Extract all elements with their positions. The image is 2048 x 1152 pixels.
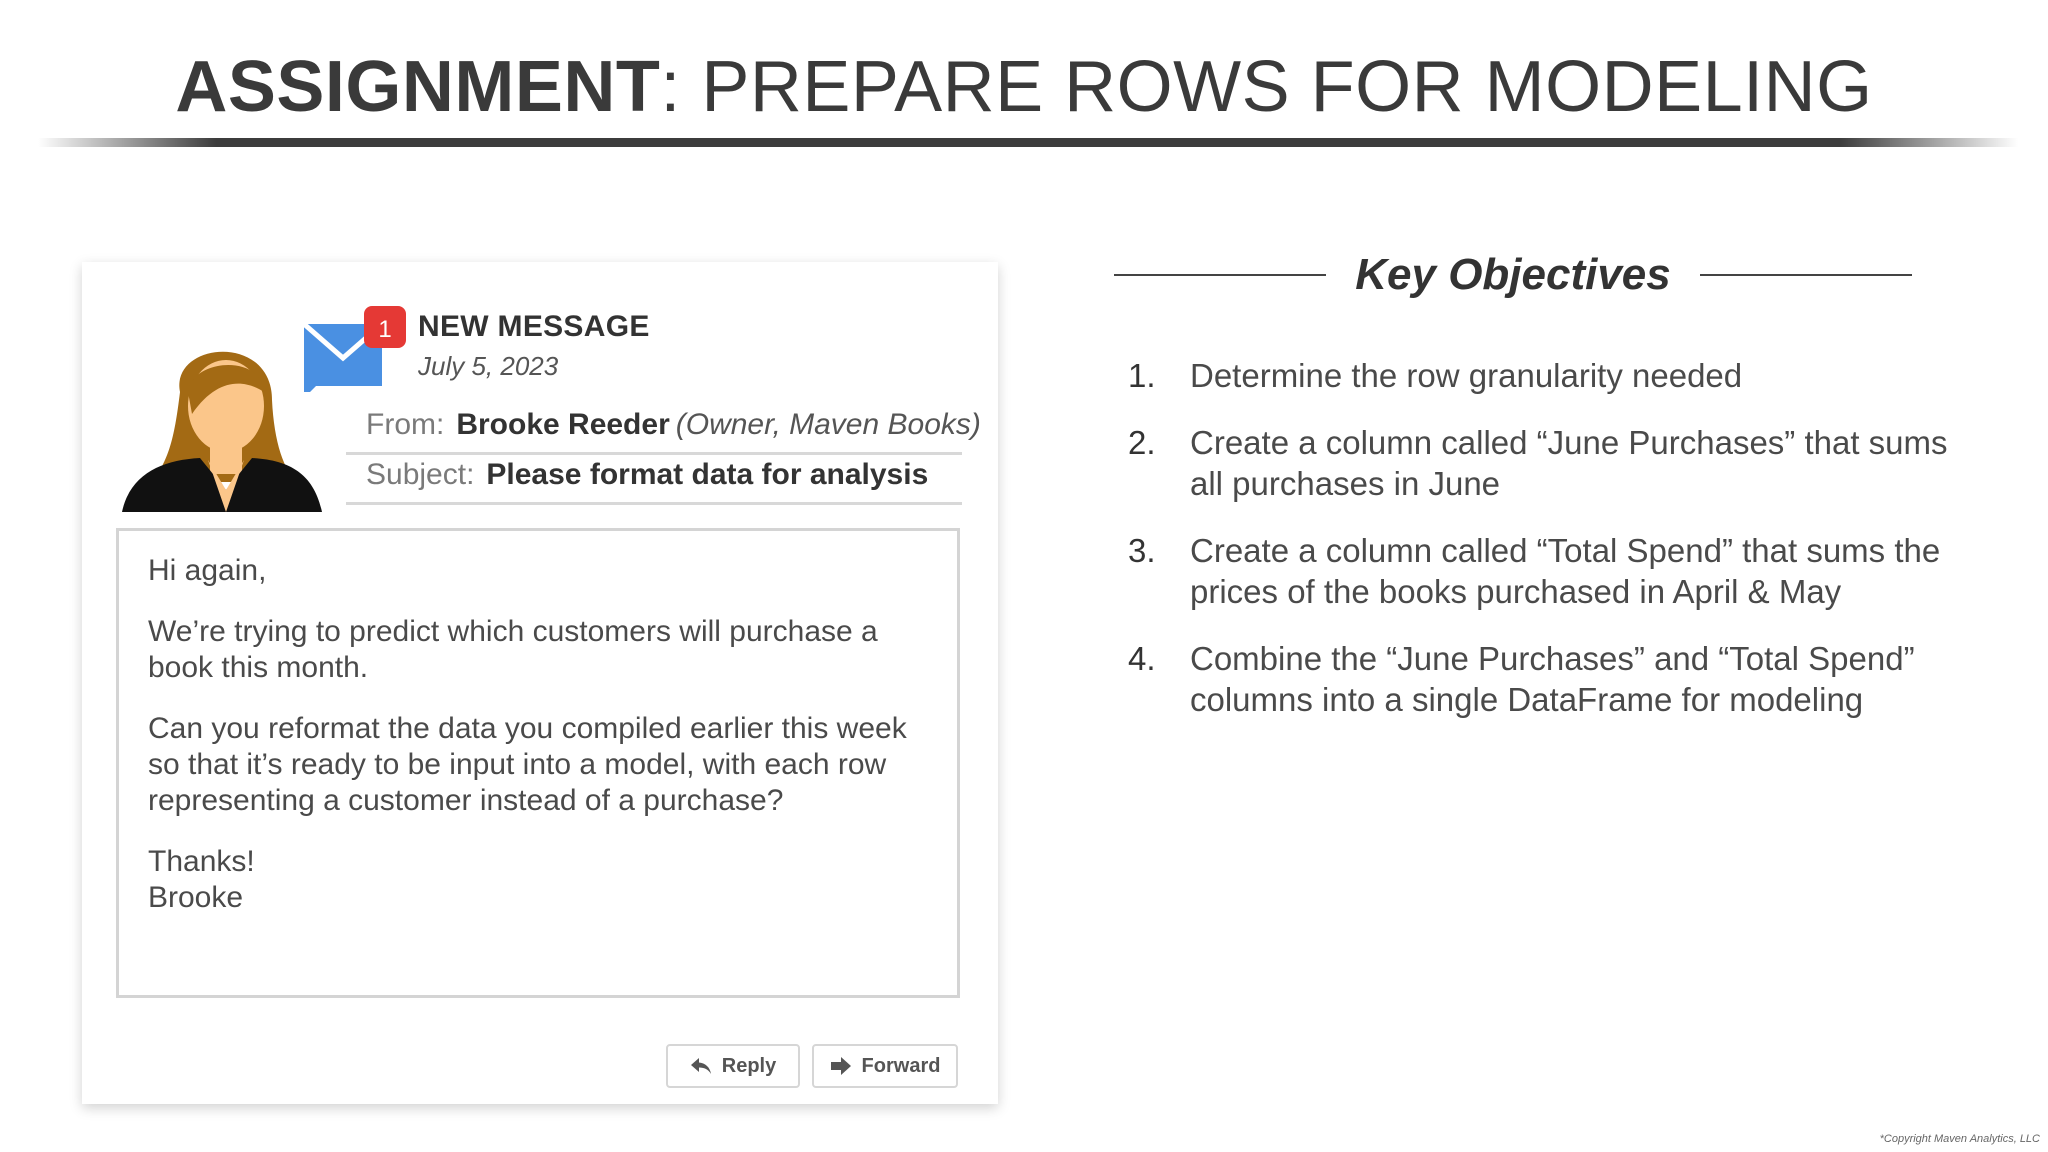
objective-number: 2. xyxy=(1128,424,1156,461)
reply-icon xyxy=(690,1057,712,1075)
objective-item xyxy=(1128,530,1948,612)
objective-text: Determine the row granularity needed xyxy=(1190,357,1743,394)
objectives-rule-left xyxy=(1114,274,1326,276)
avatar-icon xyxy=(122,332,322,512)
copyright-note: *Copyright Maven Analytics, LLC xyxy=(1879,1133,2040,1145)
subject-label: Subject: xyxy=(366,458,475,491)
objective-item xyxy=(1128,638,1948,720)
objective-number: 4. xyxy=(1128,640,1156,677)
mail-icon xyxy=(298,302,408,392)
objective-text: Create a column called “June Purchases” that sums all purchases in June xyxy=(1190,424,1948,502)
objectives-rule-right xyxy=(1700,274,1912,276)
body-signoff: Thanks! xyxy=(148,845,255,878)
sender-role: (Owner, Maven Books) xyxy=(675,408,981,441)
forward-icon xyxy=(830,1057,852,1075)
message-body xyxy=(116,528,960,998)
forward-label: Forward xyxy=(861,1054,941,1077)
subject-row xyxy=(346,458,962,505)
body-signature: Brooke xyxy=(148,881,244,914)
objective-text: Combine the “June Purchases” and “Total Spend” columns into a single DataFrame for modeling xyxy=(1190,640,1915,718)
message-date: July 5, 2023 xyxy=(418,351,559,381)
objective-number: 1. xyxy=(1128,357,1156,394)
slide-title-bold: ASSIGNMENT xyxy=(175,47,661,127)
objective-item xyxy=(1128,422,1948,504)
message-header: NEW MESSAGE xyxy=(418,310,650,343)
reply-label: Reply xyxy=(721,1054,777,1077)
email-card xyxy=(82,262,998,1104)
slide-title xyxy=(0,46,2048,128)
from-label: From: xyxy=(366,408,445,441)
objectives-title: Key Objectives xyxy=(1355,250,1671,299)
from-row xyxy=(346,408,981,455)
sender-name: Brooke Reeder xyxy=(456,408,670,441)
forward-button[interactable] xyxy=(812,1044,958,1088)
reply-button[interactable] xyxy=(666,1044,800,1088)
objective-number: 3. xyxy=(1128,532,1156,569)
title-divider xyxy=(38,138,2018,147)
body-paragraph-1: We’re trying to predict which customers will purchase a book this month. xyxy=(148,615,878,684)
objectives-list xyxy=(1128,355,1948,746)
slide-title-rest: : PREPARE ROWS FOR MODELING xyxy=(660,47,1873,127)
objective-text: Create a column called “Total Spend” that sums the prices of the books purchased in April & May xyxy=(1190,532,1941,610)
body-paragraph-2: Can you reformat the data you compiled earlier this week so that it’s ready to be input into a model, with each row representing a customer instead of a purchase? xyxy=(148,712,907,817)
body-greeting: Hi again, xyxy=(148,554,267,587)
objective-item xyxy=(1128,355,1948,396)
notification-count: 1 xyxy=(378,316,392,343)
subject-value: Please format data for analysis xyxy=(486,458,929,491)
